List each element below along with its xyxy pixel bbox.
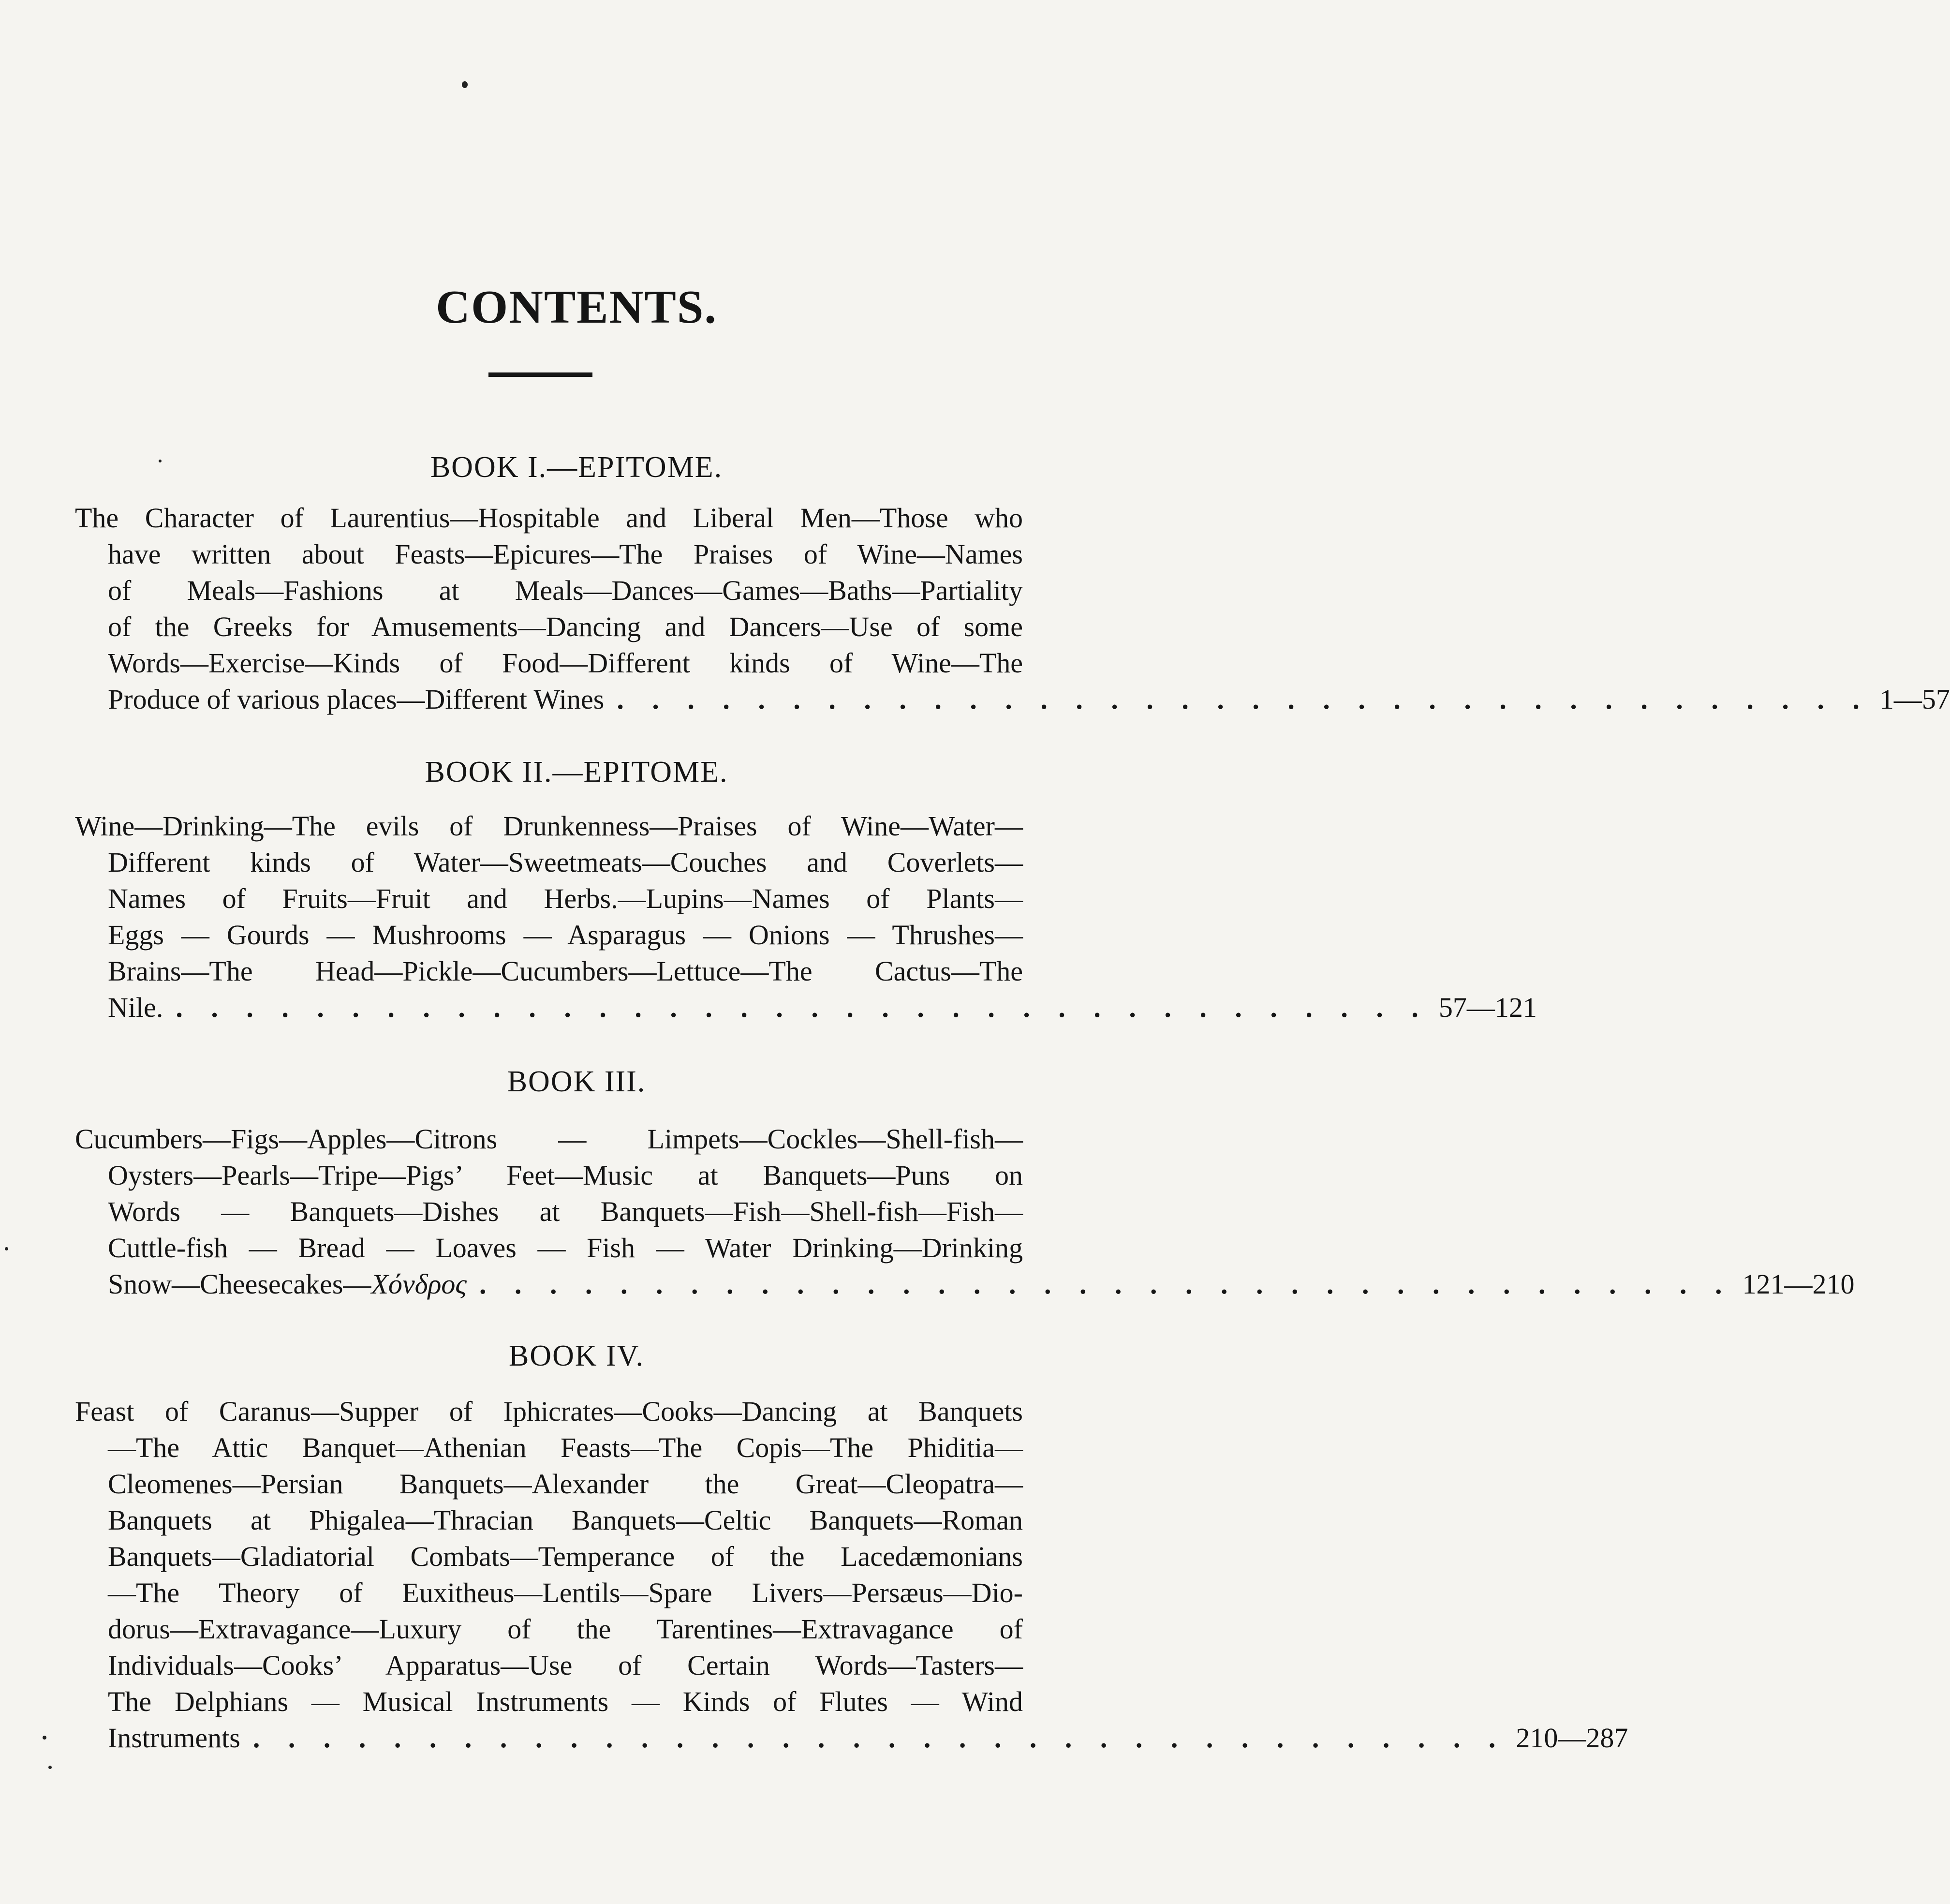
contents-line: Snow—Cheesecakes—: [108, 1268, 371, 1300]
page-range: 1—57: [1879, 684, 1950, 715]
contents-line: Cucumbers—Figs—Apples—Citrons — Limpets—Cockles—Shell-fish—: [75, 1123, 1023, 1155]
contents-line: —The Attic Banquet—Athenian Feasts—The Copis—The Phiditia—: [108, 1432, 1023, 1463]
book-1-heading: BOOK I.—EPITOME.: [430, 451, 723, 484]
contents-line: Brains—The Head—Pickle—Cucumbers—Lettuce—The Cactus—The: [108, 955, 1023, 987]
contents-line: Eggs — Gourds — Mushrooms — Asparagus — Onions — Thrushes—: [108, 919, 1023, 951]
dot-leader: . . . . . . . . . . . . . . . . . . . . . . . . . . . . . . . . . . . .: [479, 1268, 1733, 1300]
dot-leader: . . . . . . . . . . . . . . . . . . . . . . . . . . . . . . . . . . . .: [176, 992, 1429, 1023]
book-3-contents: [75, 1121, 1855, 1302]
book-4-heading: BOOK IV.: [508, 1339, 645, 1372]
contents-line: Instruments: [108, 1722, 240, 1754]
book-2-contents: [75, 808, 1537, 1026]
contents-last-line: [75, 1266, 1855, 1302]
contents-line: of Meals—Fashions at Meals—Dances—Games—Baths—Partiality: [108, 575, 1023, 606]
ink-speck: [5, 1247, 8, 1250]
contents-line: —The Theory of Euxitheus—Lentils—Spare Livers—Persæus—Dio-: [108, 1577, 1023, 1608]
book-1-contents: [75, 500, 1950, 717]
book-3-heading: BOOK III.: [507, 1065, 646, 1098]
dot-leader: . . . . . . . . . . . . . . . . . . . . . . . . . . . . . . . . . . . .: [617, 684, 1870, 715]
contents-line: dorus—Extravagance—Luxury of the Tarentines—Extravagance of: [108, 1613, 1023, 1645]
contents-line: Cleomenes—Persian Banquets—Alexander the Great—Cleopatra—: [108, 1468, 1023, 1500]
contents-line: Cuttle-fish — Bread — Loaves — Fish — Water Drinking—Drinking: [108, 1232, 1023, 1264]
contents-last-line: [75, 681, 1950, 717]
contents-last-line: [75, 989, 1537, 1026]
page-title: CONTENTS.: [436, 281, 717, 333]
contents-line: Banquets at Phigalea—Thracian Banquets—Celtic Banquets—Roman: [108, 1504, 1023, 1536]
contents-line: Individuals—Cooks’ Apparatus—Use of Certain Words—Tasters—: [108, 1650, 1023, 1681]
contents-line: Wine—Drinking—The evils of Drunkenness—Praises of Wine—Water—: [75, 810, 1023, 842]
greek-term: Χόνδρος: [371, 1268, 467, 1300]
title-rule: [488, 372, 592, 377]
contents-line: of the Greeks for Amusements—Dancing and Dancers—Use of some: [108, 611, 1023, 642]
contents-line: have written about Feasts—Epicures—The Praises of Wine—Names: [108, 538, 1023, 570]
contents-line: Produce of various places—Different Wines: [108, 684, 605, 715]
contents-last-line: [75, 1720, 1628, 1756]
contents-line: Names of Fruits—Fruit and Herbs.—Lupins—Names of Plants—: [108, 883, 1023, 914]
contents-line: Words—Exercise—Kinds of Food—Different kinds of Wine—The: [108, 647, 1023, 679]
ink-speck: [462, 81, 468, 88]
contents-line: Oysters—Pearls—Tripe—Pigs’ Feet—Music at Banquets—Puns on: [108, 1160, 1023, 1191]
page-range: 57—121: [1438, 992, 1537, 1023]
contents-line: The Character of Laurentius—Hospitable and Liberal Men—Those who: [75, 502, 1023, 534]
book-2-heading: BOOK II.—EPITOME.: [425, 756, 728, 788]
contents-line: Nile.: [108, 992, 163, 1023]
contents-line: Words — Banquets—Dishes at Banquets—Fish—Shell-fish—Fish—: [108, 1196, 1023, 1227]
page-range: 121—210: [1742, 1268, 1855, 1300]
contents-line: Different kinds of Water—Sweetmeats—Couches and Coverlets—: [108, 847, 1023, 878]
page-range: 210—287: [1516, 1722, 1628, 1754]
dot-leader: . . . . . . . . . . . . . . . . . . . . . . . . . . . . . . . . . . . .: [252, 1722, 1507, 1754]
book-4-contents: [75, 1393, 1628, 1756]
ink-speck: [48, 1766, 52, 1769]
ink-speck: [43, 1736, 46, 1740]
contents-line: The Delphians — Musical Instruments — Kinds of Flutes — Wind: [108, 1686, 1023, 1717]
contents-line: Feast of Caranus—Supper of Iphicrates—Cooks—Dancing at Banquets: [75, 1396, 1023, 1427]
contents-line: Banquets—Gladiatorial Combats—Temperance of the Lacedæmonians: [108, 1541, 1023, 1572]
